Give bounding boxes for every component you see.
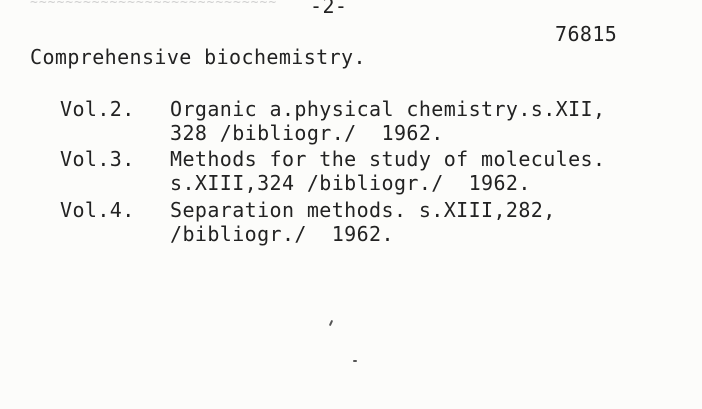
volume-title-line: Organic a.physical chemistry.s.XII,: [170, 97, 606, 121]
volume-details-line: s.XIII,324 /bibliogr./ 1962.: [170, 171, 531, 195]
card-title: Comprehensive biochemistry.: [30, 45, 366, 69]
catalog-number: 76815: [555, 22, 618, 46]
volume-title-line: Methods for the study of molecules.: [170, 147, 606, 171]
volume-title-line: Separation methods. s.XIII,282,: [170, 198, 556, 222]
volume-details-line: 328 /bibliogr./ 1962.: [170, 121, 444, 145]
volume-details-line: /bibliogr./ 1962.: [170, 222, 394, 246]
ink-speck: [353, 360, 357, 362]
volume-label: Vol.3.: [60, 147, 135, 171]
bleed-through-text: ~~~~~~~~~~~~~~~~~~~~~~~~~~~~: [30, 0, 278, 10]
page-number: -2-: [310, 0, 348, 18]
volume-label: Vol.2.: [60, 97, 135, 121]
ink-speck: [329, 320, 333, 326]
volume-label: Vol.4.: [60, 198, 135, 222]
